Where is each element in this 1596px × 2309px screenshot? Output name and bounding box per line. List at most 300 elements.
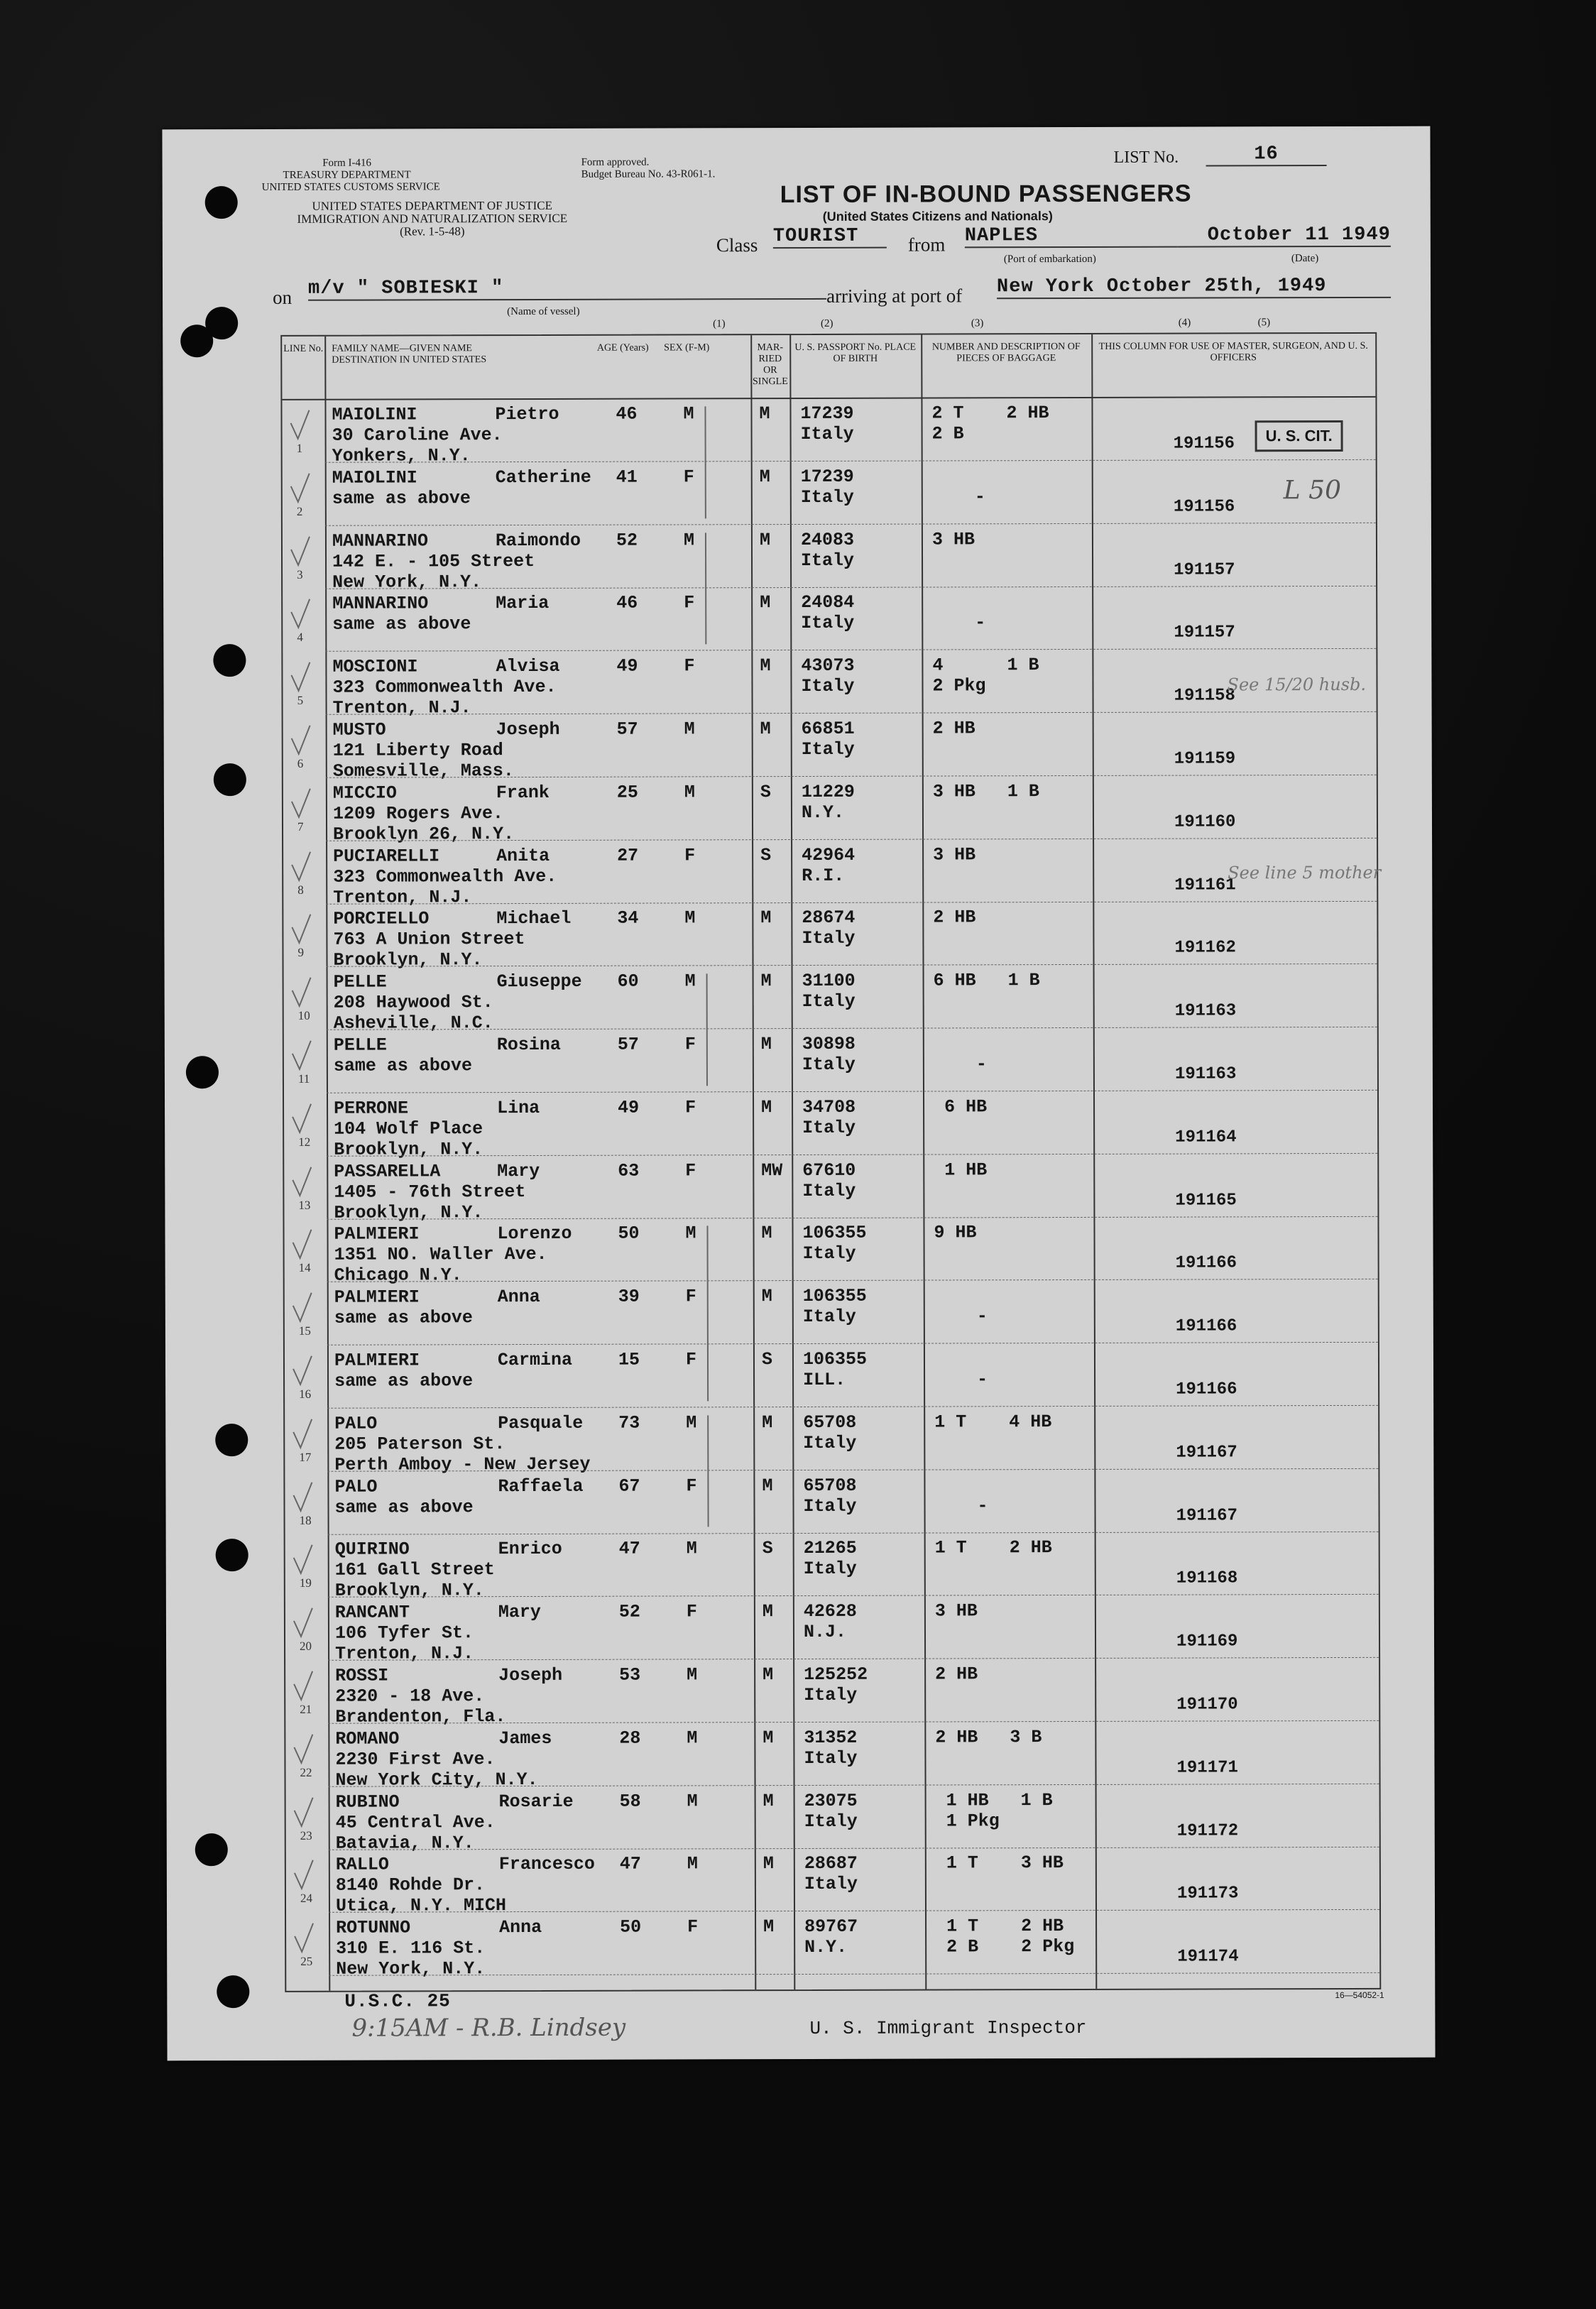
sex: F	[684, 655, 695, 677]
check-mark-icon	[290, 1353, 315, 1389]
marital-status: M	[763, 1664, 774, 1686]
marital-status: M	[762, 1601, 773, 1622]
punch-hole	[213, 644, 246, 677]
passport-number: 31352	[804, 1727, 858, 1748]
passport-number: 28674	[802, 907, 856, 929]
destination-line: Batavia, N.Y.	[335, 1832, 474, 1854]
bracket-mark	[707, 1415, 720, 1527]
baggage: 2 HB 3 B	[935, 1726, 1042, 1748]
line-number: 9	[297, 946, 305, 960]
given-name: Joseph	[496, 719, 560, 741]
family-name: PALMIERI	[334, 1287, 420, 1308]
destination-line: 763 A Union Street	[333, 929, 525, 951]
line-number: 22	[300, 1765, 312, 1779]
given-name: Pietro	[495, 403, 559, 425]
sex: F	[685, 1097, 696, 1118]
place-of-birth: Italy	[803, 1432, 857, 1453]
check-mark-icon	[290, 1164, 314, 1199]
officer-number: 191161	[1174, 875, 1236, 895]
port-of-embarkation: NAPLES	[965, 225, 1178, 249]
place-of-birth: Italy	[802, 1054, 856, 1075]
destination-line: Asheville, N.C.	[333, 1012, 493, 1034]
marital-status: S	[761, 1349, 773, 1370]
baggage: 9 HB	[934, 1222, 977, 1243]
destination-line: same as above	[334, 1370, 474, 1392]
age: 25	[616, 782, 638, 803]
destination-line: New York, N.Y.	[336, 1958, 486, 1980]
age: 50	[618, 1223, 640, 1245]
place-of-birth: Italy	[803, 1559, 857, 1580]
officer-number: 191165	[1175, 1190, 1237, 1211]
place-of-birth: Italy	[800, 486, 854, 508]
baggage: 2 T 2 HB	[931, 403, 1049, 424]
form-header: Form I-416 TREASURY DEPARTMENT UNITED STATES CUSTOMS SERVICE	[261, 157, 440, 193]
given-name: Catherine	[495, 466, 591, 488]
baggage: -	[932, 612, 986, 633]
destination-line: Brooklyn 26, N.Y.	[333, 823, 515, 845]
baggage: 1 T 2 HB	[934, 1537, 1052, 1559]
table-row	[286, 1911, 1379, 1980]
check-mark-icon	[292, 1921, 316, 1956]
table-row	[285, 1280, 1378, 1345]
baggage: 6 HB	[934, 1096, 988, 1118]
destination-line: Utica, N.Y. MICH	[335, 1895, 507, 1917]
table-row	[285, 1343, 1378, 1409]
table-row	[286, 1847, 1379, 1917]
destination-line: Brandenton, Fla.	[335, 1706, 506, 1727]
line-number: 10	[297, 1008, 310, 1023]
table-row	[285, 1532, 1379, 1602]
family-name: PELLE	[333, 971, 387, 993]
age: 50	[620, 1916, 642, 1938]
bracket-mark	[704, 406, 717, 518]
baggage: 2 HB	[933, 907, 976, 928]
family-name: MAIOLINI	[332, 404, 417, 425]
given-name: Mary	[498, 1602, 541, 1623]
sex: M	[686, 1412, 697, 1434]
place-of-birth: Italy	[803, 1495, 857, 1517]
line-number: 18	[299, 1513, 312, 1527]
passport-number: 17239	[800, 403, 854, 424]
punch-hole	[195, 1833, 228, 1866]
officer-number: 191172	[1176, 1821, 1239, 1841]
age: 41	[616, 466, 638, 488]
destination-line: Brooklyn, N.Y.	[334, 1138, 483, 1160]
table-row	[285, 1659, 1379, 1727]
place-of-birth: Italy	[801, 738, 855, 760]
on-label: on	[273, 286, 293, 308]
family-name: ROSSI	[335, 1665, 389, 1686]
sex: M	[686, 1538, 697, 1559]
destination-line: 104 Wolf Place	[334, 1118, 483, 1140]
given-name: Anita	[496, 845, 550, 866]
table-row	[285, 1595, 1379, 1664]
family-name: ROMANO	[335, 1728, 400, 1750]
punch-hole	[215, 1424, 248, 1456]
baggage: 1 HB 1 B	[935, 1789, 1053, 1811]
passport-number: 65708	[803, 1412, 857, 1433]
place-of-birth: Italy	[801, 613, 855, 634]
passport-number: 106355	[802, 1223, 867, 1244]
col-officers: THIS COLUMN FOR USE OF MASTER, SURGEON, AND U. S. OFFICERS	[1098, 340, 1368, 364]
place-of-birth: N.Y.	[804, 1937, 848, 1958]
passenger-table	[280, 332, 1381, 1992]
line-number: 16	[299, 1387, 312, 1401]
officer-number: 191157	[1174, 559, 1235, 580]
check-mark-icon	[290, 1101, 314, 1137]
destination-line: 1209 Rogers Ave.	[332, 802, 504, 824]
destination-line: Trenton, N.J.	[332, 697, 471, 719]
col-age: AGE (Years)	[596, 342, 649, 354]
marital-status: S	[762, 1538, 773, 1559]
age: 47	[618, 1538, 640, 1560]
age: 28	[619, 1727, 641, 1749]
place-of-birth: Italy	[802, 1243, 856, 1265]
sex: F	[683, 466, 694, 488]
officer-number: 191166	[1176, 1380, 1237, 1399]
document-title: LIST OF IN-BOUND PASSENGERS	[780, 180, 1192, 209]
table-row	[283, 461, 1376, 526]
given-name: Anna	[499, 1917, 542, 1938]
baggage: 6 HB 1 B	[933, 970, 1040, 991]
row-separator	[329, 1972, 1379, 1976]
passport-number: 30898	[802, 1033, 856, 1054]
marital-status: M	[763, 1727, 774, 1748]
family-name: RANCANT	[334, 1602, 410, 1623]
baggage: -	[934, 1306, 988, 1327]
baggage: 3 HB	[933, 844, 976, 866]
line-number: 6	[297, 756, 304, 770]
check-mark-icon	[288, 596, 312, 632]
age: 58	[619, 1791, 641, 1812]
passport-number: 28687	[804, 1853, 858, 1874]
family-name: RALLO	[335, 1854, 389, 1876]
given-name: Enrico	[498, 1539, 562, 1560]
family-name: MANNARINO	[332, 530, 429, 552]
officer-number: 191159	[1174, 749, 1236, 769]
given-name: Mary	[497, 1160, 540, 1181]
marital-status: M	[759, 529, 771, 550]
destination-line: New York City, N.Y.	[335, 1769, 538, 1791]
list-no-label: LIST No.	[1113, 148, 1179, 167]
age: 57	[617, 1034, 639, 1055]
destination-line: Trenton, N.J.	[335, 1643, 474, 1664]
marital-status: M	[762, 1475, 773, 1496]
marital-status: M	[763, 1916, 775, 1938]
sex: M	[683, 403, 694, 425]
age: 27	[617, 845, 639, 866]
destination-line: 205 Paterson St.	[334, 1433, 505, 1455]
destination-line: Somesville, Mass.	[332, 760, 514, 782]
destination-line: 142 E. - 105 Street	[332, 550, 535, 572]
age: 49	[616, 655, 638, 677]
print-code: 16—54052-1	[1335, 1989, 1384, 2001]
officer-number: 191162	[1174, 938, 1236, 959]
marital-status: M	[760, 971, 772, 992]
check-mark-icon	[291, 1605, 315, 1641]
punch-hole	[186, 1056, 219, 1088]
baggage: 1 T 4 HB	[934, 1411, 1052, 1433]
baggage: 3 HB	[934, 1600, 978, 1622]
sex: F	[684, 844, 696, 866]
baggage: 3 HB	[931, 528, 975, 550]
check-mark-icon	[290, 975, 314, 1010]
place-of-birth: Italy	[802, 1117, 856, 1138]
destination-line: 2320 - 18 Ave.	[335, 1686, 485, 1707]
baggage: 1 T 2 HB	[936, 1916, 1064, 1937]
inspector-signature: 9:15AM - R.B. Lindsey	[351, 2013, 626, 2043]
check-mark-icon	[290, 1479, 315, 1514]
line-number: 1	[296, 441, 303, 455]
age: 53	[619, 1664, 641, 1686]
family-name: ROTUNNO	[336, 1917, 411, 1938]
check-mark-icon	[288, 408, 312, 443]
given-name: Joseph	[498, 1664, 563, 1686]
place-of-birth: N.J.	[803, 1622, 847, 1643]
age: 47	[619, 1853, 641, 1875]
check-mark-icon	[289, 912, 313, 947]
destination-line: same as above	[332, 613, 471, 635]
line-number: 3	[297, 567, 303, 582]
passport-number: 11229	[801, 781, 855, 802]
place-of-birth: Italy	[802, 1306, 856, 1328]
given-name: Michael	[496, 908, 572, 929]
sex: M	[685, 1223, 696, 1244]
family-name: PERRONE	[334, 1098, 409, 1119]
marital-status: M	[760, 655, 771, 677]
punch-hole	[216, 1539, 248, 1571]
marital-status: M	[760, 907, 772, 929]
officer-number: 191170	[1176, 1695, 1238, 1715]
table-row	[284, 1028, 1377, 1093]
passport-number: 125252	[804, 1664, 868, 1685]
officer-number: 191173	[1176, 1884, 1239, 1904]
col-baggage: NUMBER AND DESCRIPTION OF PIECES OF BAGGAGE	[931, 341, 1081, 364]
table-row	[284, 1217, 1377, 1287]
destination-line: Perth Amboy - New Jersey	[334, 1453, 591, 1475]
table-row	[284, 1091, 1377, 1160]
sex: F	[684, 592, 695, 613]
destination-line: 310 E. 116 St.	[336, 1938, 486, 1959]
table-row	[283, 650, 1376, 719]
officer-number: 191166	[1175, 1316, 1237, 1336]
handwritten-number: L 50	[1283, 475, 1342, 506]
family-name: PELLE	[333, 1035, 387, 1056]
bracket-mark	[706, 973, 719, 1086]
table-row	[282, 398, 1375, 466]
sex: F	[685, 1286, 696, 1307]
table-row	[285, 1407, 1378, 1475]
sex: F	[687, 1916, 699, 1938]
passport-number: 24083	[800, 529, 855, 550]
place-of-birth: R.I.	[802, 865, 845, 886]
officer-number: 191157	[1174, 623, 1235, 643]
col-passport: U. S. PASSPORT No. PLACE OF BIRTH	[794, 342, 917, 364]
destination-line: 2230 First Ave.	[335, 1748, 496, 1770]
officer-number: 191156	[1173, 497, 1235, 517]
destination-line: Brooklyn, N.Y.	[334, 1201, 483, 1223]
place-of-birth: Italy	[804, 1811, 858, 1832]
given-name: Maria	[496, 593, 550, 614]
officer-number: 191171	[1176, 1758, 1238, 1778]
baggage: 4 1 B	[932, 655, 1039, 676]
marital-status: S	[760, 781, 771, 802]
line-number: 2	[296, 504, 303, 518]
sex: M	[683, 529, 695, 551]
family-name: MUSTO	[332, 719, 386, 741]
destination-line: New York, N.Y.	[332, 571, 482, 593]
place-of-birth: Italy	[804, 1874, 858, 1895]
passport-number: 17239	[800, 466, 854, 487]
destination-line: 323 Commonwealth Ave.	[333, 866, 557, 888]
destination-line: Trenton, N.J.	[333, 886, 472, 908]
place-of-birth: Italy	[802, 1180, 856, 1201]
passport-number: 42964	[802, 844, 856, 866]
destination-line: 30 Caroline Ave.	[332, 425, 503, 446]
table-row	[284, 965, 1377, 1034]
officer-number: 191168	[1176, 1568, 1238, 1589]
destination-line: same as above	[333, 1055, 472, 1076]
age: 67	[618, 1475, 640, 1497]
family-name: RUBINO	[335, 1791, 400, 1813]
family-name: MANNARINO	[332, 593, 429, 615]
check-mark-icon	[291, 1542, 315, 1578]
passport-number: 43073	[801, 655, 855, 677]
passport-number: 66851	[801, 718, 855, 739]
baggage: 2 B	[931, 423, 964, 444]
punch-hole	[217, 1975, 249, 2008]
officer-number: 191167	[1176, 1443, 1237, 1463]
given-name: Frank	[496, 782, 550, 803]
sex: M	[687, 1853, 698, 1874]
punch-hole	[205, 186, 238, 219]
punch-hole	[180, 324, 213, 357]
sex: F	[685, 1349, 697, 1370]
officer-number: 191174	[1177, 1947, 1239, 1967]
vessel-name: m/v " SOBIESKI "	[308, 277, 826, 301]
destination-line: Chicago N.Y.	[334, 1265, 462, 1287]
line-number: 14	[298, 1261, 311, 1275]
line-number: 15	[298, 1323, 311, 1338]
table-row	[285, 1722, 1379, 1791]
check-mark-icon	[288, 533, 312, 569]
place-of-birth: N.Y.	[801, 802, 845, 823]
age: 46	[616, 403, 638, 425]
family-name: QUIRINO	[334, 1539, 410, 1561]
table-row	[285, 1469, 1378, 1534]
destination-line: 161 Gall Street	[334, 1559, 495, 1581]
place-of-birth: Italy	[802, 928, 856, 949]
arriving-label: arriving at port of	[826, 285, 963, 307]
arrival-port-date: New York October 25th, 1949	[997, 275, 1391, 299]
given-name: Rosarie	[498, 1791, 574, 1812]
date-caption: (Date)	[1291, 253, 1319, 265]
check-mark-icon	[291, 1732, 315, 1767]
family-name: PALMIERI	[334, 1350, 420, 1371]
place-of-birth: Italy	[804, 1747, 858, 1769]
family-name: PASSARELLA	[334, 1160, 441, 1182]
marital-status: M	[761, 1096, 772, 1118]
departure-date: October 11 1949	[1178, 224, 1391, 248]
check-mark-icon	[289, 723, 313, 758]
punch-hole	[214, 763, 246, 796]
passport-number: 31100	[802, 970, 856, 992]
bracket-mark	[705, 533, 718, 645]
table-row	[283, 902, 1377, 971]
family-name: PALO	[334, 1413, 378, 1434]
baggage: -	[934, 1369, 988, 1390]
place-of-birth: Italy	[802, 990, 856, 1012]
class-value: TOURIST	[773, 226, 887, 249]
sex: F	[686, 1475, 697, 1497]
sex: F	[686, 1601, 697, 1622]
sex: M	[684, 907, 696, 929]
handwritten-note: See line 5 mother	[1228, 862, 1382, 883]
table-row	[283, 839, 1377, 908]
line-number: 12	[298, 1135, 311, 1149]
check-mark-icon	[290, 1227, 314, 1262]
port-embarkation-caption: (Port of embarkation)	[1003, 253, 1096, 266]
given-name: Lorenzo	[497, 1223, 572, 1245]
marital-status: M	[760, 592, 771, 613]
col-line-no: LINE No.	[283, 343, 324, 354]
sex: F	[684, 1034, 696, 1055]
given-name: Rosina	[496, 1034, 561, 1056]
sex: M	[687, 1664, 698, 1686]
passport-number: 89767	[804, 1916, 858, 1938]
marital-status: M	[763, 1790, 774, 1811]
baggage: 2 HB	[932, 718, 975, 739]
line-number: 23	[300, 1828, 312, 1843]
handwritten-note: See 15/20 husb.	[1227, 674, 1367, 695]
bracket-mark	[706, 1226, 720, 1401]
passport-number: 42628	[803, 1600, 857, 1622]
table-row	[283, 586, 1376, 652]
family-name: PALO	[334, 1476, 378, 1497]
baggage: -	[931, 486, 985, 508]
officer-number: 191160	[1174, 812, 1236, 832]
check-mark-icon	[289, 848, 313, 884]
destination-line: 8140 Rohde Dr.	[335, 1874, 486, 1896]
line-number: 4	[297, 631, 303, 645]
marital-status: M	[761, 1286, 772, 1307]
officer-number: 191163	[1174, 1001, 1237, 1021]
list-no-value: 16	[1206, 143, 1327, 166]
officer-number: 191156	[1173, 434, 1235, 454]
given-name: Raffaela	[498, 1475, 584, 1497]
destination-line: same as above	[332, 488, 471, 509]
line-number: 19	[299, 1576, 312, 1590]
passport-number: 24084	[801, 592, 855, 613]
age: 57	[616, 719, 638, 740]
marital-status: M	[760, 719, 771, 740]
officer-number: 191164	[1175, 1128, 1237, 1147]
age: 52	[618, 1601, 640, 1622]
sex: M	[684, 971, 696, 992]
place-of-birth: Italy	[800, 423, 854, 444]
officer-number: 191166	[1175, 1253, 1237, 1274]
age: 34	[617, 907, 639, 929]
marital-status: M	[762, 1412, 773, 1433]
check-mark-icon	[290, 1038, 314, 1074]
baggage: 2 B 2 Pkg	[936, 1936, 1075, 1958]
family-name: PORCIELLO	[333, 908, 430, 930]
passport-number: 67610	[802, 1159, 856, 1181]
from-label: from	[907, 234, 946, 256]
line-number: 20	[300, 1639, 312, 1654]
check-mark-icon	[288, 660, 312, 695]
sex: M	[684, 782, 695, 803]
